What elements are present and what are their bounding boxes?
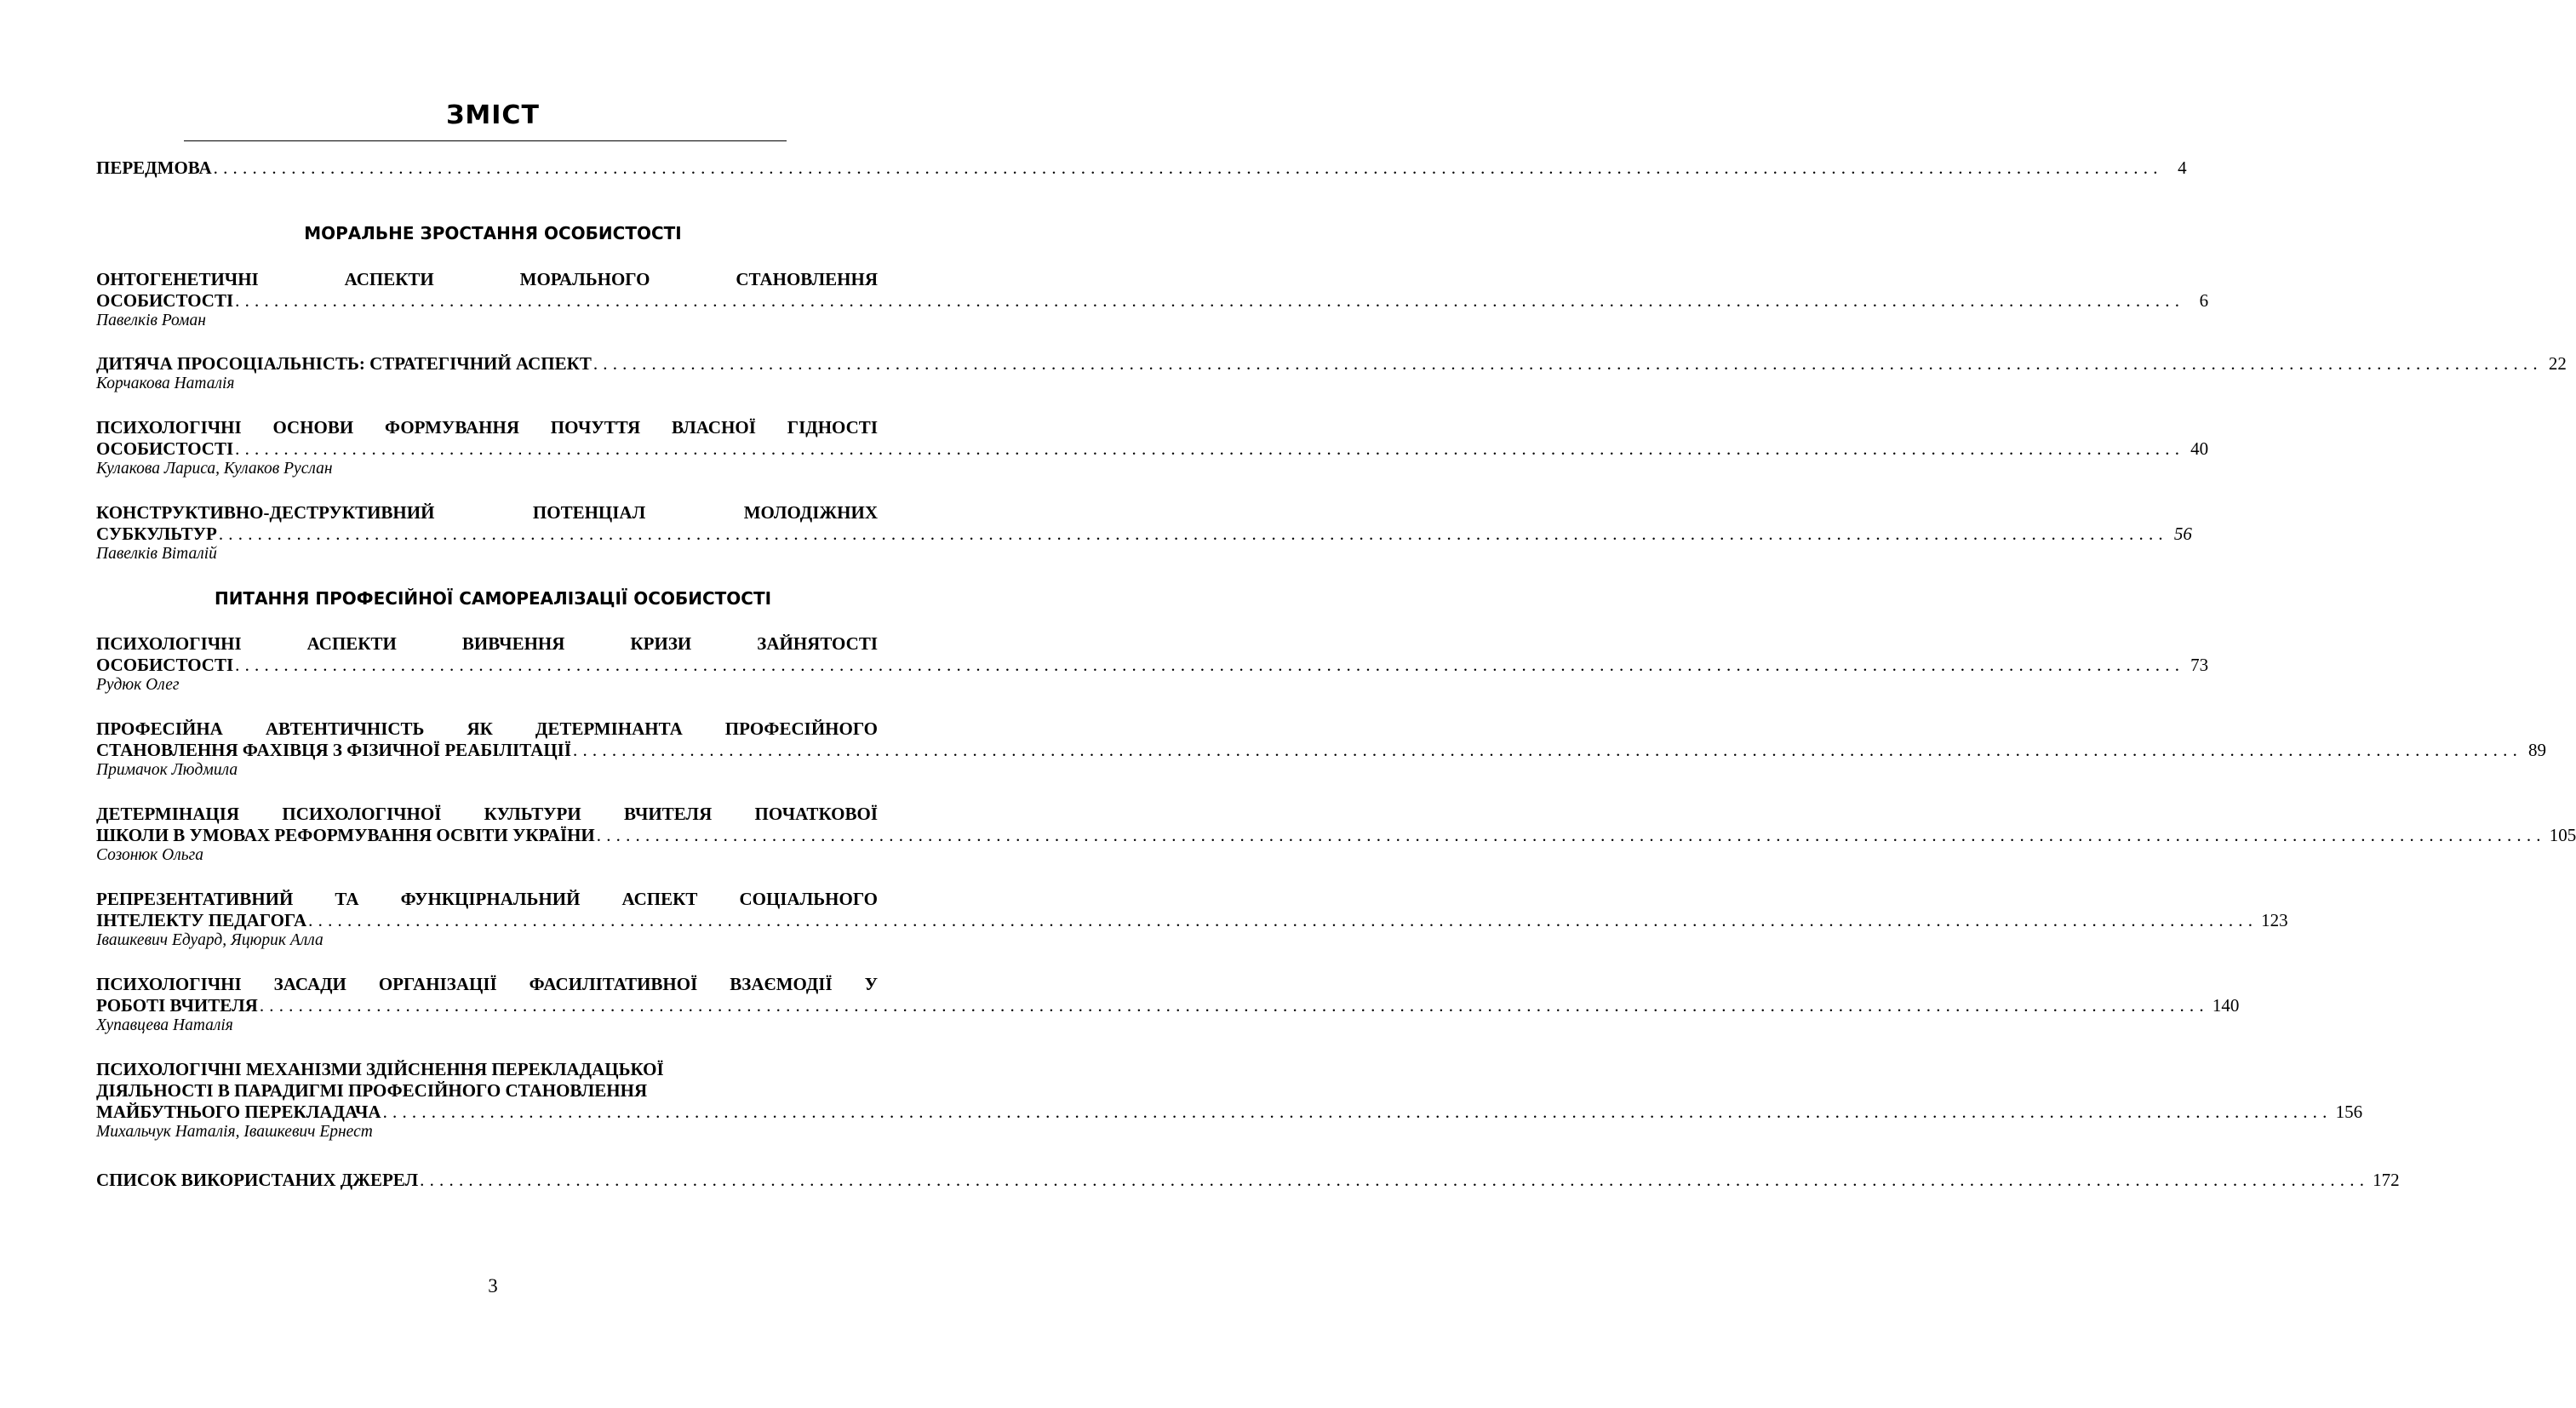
dot-leader: ........................................................................................................................................................................................................ — [382, 1102, 2333, 1122]
entry-page: 89 — [2528, 740, 2547, 760]
entry-title: ПЕРЕДМОВА — [96, 157, 212, 178]
entry-title-line: ДЕТЕРМІНАЦІЯ ПСИХОЛОГІЧНОЇ КУЛЬТУРИ ВЧИТЕЛЯ ПОЧАТКОВОЇ — [96, 804, 878, 824]
entry-title-line: ПСИХОЛОГІЧНІ АСПЕКТИ ВИВЧЕННЯ КРИЗИ ЗАЙНЯТОСТІ — [96, 633, 878, 654]
entry-title-line: МАЙБУТНЬОГО ПЕРЕКЛАДАЧА — [96, 1102, 381, 1122]
entry-title: СПИСОК ВИКОРИСТАНИХ ДЖЕРЕЛ — [96, 1170, 419, 1190]
toc-entry-foreword[interactable] — [96, 155, 2187, 180]
dot-leader: ........................................................................................................................................................................................................ — [420, 1170, 2370, 1190]
entry-authors: Івашкевич Едуард, Яцюрик Алла — [96, 931, 323, 949]
entry-page: 105 — [2549, 825, 2576, 845]
entry-title-line: ОСОБИСТОСТІ — [96, 438, 234, 459]
entry-page: 22 — [2548, 353, 2567, 374]
entry-authors: Кулакова Лариса, Кулаков Руслан — [96, 460, 333, 478]
entry-page: 123 — [2261, 910, 2288, 930]
toc-entry-employment-crisis[interactable] — [96, 652, 2209, 678]
dot-leader: ........................................................................................................................................................................................................ — [308, 910, 2258, 930]
entry-page: 4 — [2178, 157, 2187, 178]
dot-leader: ........................................................................................................................................................................................................ — [235, 655, 2185, 675]
entry-page: 140 — [2212, 995, 2240, 1016]
entry-page: 56 — [2173, 524, 2192, 544]
dot-leader: ........................................................................................................................................................................................................ — [235, 438, 2185, 459]
entry-page: 6 — [2199, 290, 2209, 311]
entry-title-line: ДІЯЛЬНОСТІ В ПАРАДИГМІ ПРОФЕСІЙНОГО СТАНОВЛЕННЯ — [96, 1080, 648, 1101]
entry-title-line: КОНСТРУКТИВНО-ДЕСТРУКТИВНИЙ ПОТЕНЦІАЛ МОЛОДІЖНИХ — [96, 502, 878, 523]
title-rule — [184, 140, 787, 141]
dot-leader: ........................................................................................................................................................................................................ — [592, 353, 2543, 374]
entry-page: 40 — [2190, 438, 2209, 459]
entry-title-line: РОБОТІ ВЧИТЕЛЯ — [96, 995, 258, 1016]
entry-title-line: ОСОБИСТОСТІ — [96, 655, 234, 675]
entry-title-line: СУБКУЛЬТУР — [96, 524, 217, 544]
entry-title-line: ШКОЛИ В УМОВАХ РЕФОРМУВАННЯ ОСВІТИ УКРАЇНИ — [96, 825, 595, 845]
dot-leader: ........................................................................................................................................................................................................ — [218, 524, 2168, 544]
toc-entry-teacher-culture[interactable] — [96, 822, 2576, 848]
entry-title-line: ПРОФЕСІЙНА АВТЕНТИЧНІСТЬ ЯК ДЕТЕРМІНАНТА ПРОФЕСІЙНОГО — [96, 718, 878, 739]
entry-authors: Примачок Людмила — [96, 761, 238, 779]
entry-authors: Созонюк Ольга — [96, 846, 203, 864]
entry-authors: Корчакова Наталія — [96, 375, 235, 392]
entry-authors: Михальчук Наталія, Івашкевич Ернест — [96, 1123, 373, 1141]
dot-leader: ........................................................................................................................................................................................................ — [573, 740, 2523, 760]
entry-title-line: ІНТЕЛЕКТУ ПЕДАГОГА — [96, 910, 307, 930]
dot-leader: ........................................................................................................................................................................................................ — [259, 995, 2209, 1016]
entry-page: 73 — [2190, 655, 2209, 675]
page-title: ЗМІСТ — [446, 100, 540, 130]
entry-title-line: ПСИХОЛОГІЧНІ МЕХАНІЗМИ ЗДІЙСНЕННЯ ПЕРЕКЛАДАЦЬКОЇ — [96, 1059, 664, 1079]
entry-authors: Рудюк Олег — [96, 676, 180, 694]
toc-entry-references[interactable] — [96, 1167, 2400, 1193]
dot-leader: ........................................................................................................................................................................................................ — [213, 157, 2163, 178]
entry-authors: Павелків Віталій — [96, 545, 217, 563]
dot-leader: ........................................................................................................................................................................................................ — [235, 290, 2185, 311]
dot-leader: ........................................................................................................................................................................................................ — [596, 825, 2546, 845]
entry-title-line: СТАНОВЛЕННЯ ФАХІВЦЯ З ФІЗИЧНОЇ РЕАБІЛІТАЦІЇ — [96, 740, 572, 760]
entry-title-line: ДИТЯЧА ПРОСОЦІАЛЬНІСТЬ: СТРАТЕГІЧНИЙ АСПЕКТ — [96, 353, 592, 374]
entry-title-line: ПСИХОЛОГІЧНІ ОСНОВИ ФОРМУВАННЯ ПОЧУТТЯ ВЛАСНОЇ ГІДНОСТІ — [96, 417, 878, 438]
entry-authors: Хупавцева Наталія — [96, 1016, 233, 1034]
entry-title-line: ПСИХОЛОГІЧНІ ЗАСАДИ ОРГАНІЗАЦІЇ ФАСИЛІТАТИВНОЇ ВЗАЄМОДІЇ У — [96, 974, 878, 994]
entry-page: 172 — [2373, 1170, 2400, 1190]
entry-title-line: РЕПРЕЗЕНТАТИВНИЙ ТА ФУНКЦІРНАЛЬНИЙ АСПЕКТ СОЦІАЛЬНОГО — [96, 889, 878, 909]
section-heading-moral-growth: МОРАЛЬНЕ ЗРОСТАННЯ ОСОБИСТОСТІ — [304, 223, 682, 243]
entry-page: 156 — [2335, 1102, 2363, 1122]
entry-title-line: ОНТОГЕНЕТИЧНІ АСПЕКТИ МОРАЛЬНОГО СТАНОВЛЕННЯ — [96, 269, 878, 289]
entry-authors: Павелків Роман — [96, 312, 206, 329]
toc-entry-ontogenetic[interactable] — [96, 288, 2209, 313]
page-number: 3 — [488, 1275, 498, 1296]
entry-title-line: ОСОБИСТОСТІ — [96, 290, 234, 311]
section-heading-professional-self-realization: ПИТАННЯ ПРОФЕСІЙНОЇ САМОРЕАЛІЗАЦІЇ ОСОБИСТОСТІ — [214, 588, 772, 609]
